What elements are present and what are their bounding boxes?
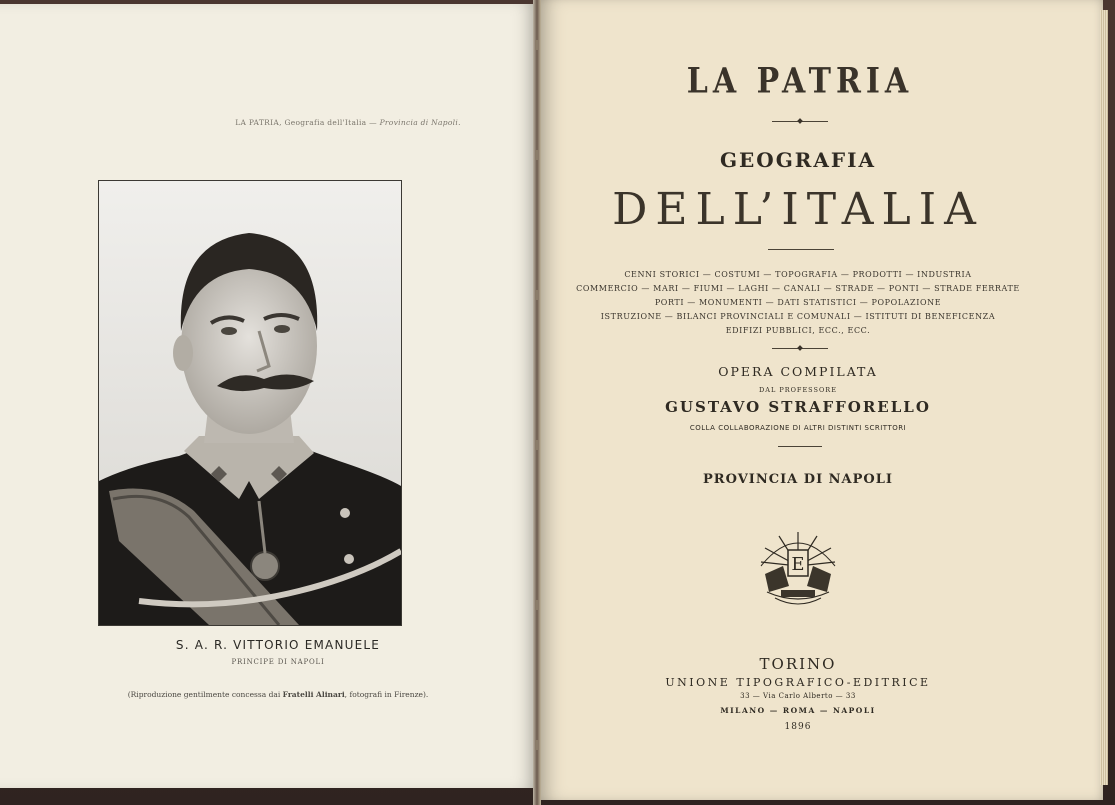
credit-post: , fotografi in Firenze). <box>344 690 429 699</box>
imprint-publisher: UNIONE TIPOGRAFICO-EDITRICE <box>665 676 931 689</box>
credit-pre: (Riproduzione gentilmente concessa dai <box>127 690 283 699</box>
collaboration-line: COLLA COLLABORAZIONE DI ALTRI DISTINTI SCRITTORI <box>689 424 907 432</box>
portrait-caption-title: PRINCIPE DI NAPOLI <box>231 658 325 666</box>
credit-bold: Fratelli Alinari <box>282 690 345 699</box>
binding-stitch <box>535 440 538 450</box>
subjects-line: EDIFIZI PUBBLICI, ECC., ECC. <box>725 326 871 335</box>
imprint-cities: MILANO — ROMA — NAPOLI <box>720 706 876 715</box>
subjects-line: COMMERCIO — MARI — FIUMI — LAGHI — CANALI — STRADE — PONTI — STRADE FERRATE <box>576 284 1020 293</box>
running-head-main: LA PATRIA, Geografia dell'Italia — <box>235 118 380 127</box>
binding-stitch <box>535 40 538 50</box>
imprint-year: 1896 <box>784 722 812 732</box>
imprint-address: 33 — Via Carlo Alberto — 33 <box>740 692 856 700</box>
subjects-list <box>538 268 1058 338</box>
binding-stitch <box>535 600 538 610</box>
imprint-city: TORINO <box>759 655 837 673</box>
page-edge <box>1100 10 1108 785</box>
portrait-photo <box>98 180 402 626</box>
binding-stitch <box>535 740 538 750</box>
title-line2: DELL’ITALIA <box>612 184 984 235</box>
series-title: LA PATRIA <box>686 61 914 102</box>
svg-text:E: E <box>791 554 805 575</box>
province-title: PROVINCIA DI NAPOLI <box>703 472 893 487</box>
running-head-italic: Provincia di Napoli. <box>379 118 461 127</box>
opera-line: OPERA COMPILATA <box>718 364 878 379</box>
portrait-credit <box>0 690 536 699</box>
subjects-line: PORTI — MONUMENTI — DATI STATISTICI — POPOLAZIONE <box>654 298 942 307</box>
title-rule <box>768 249 834 250</box>
dal-line: DAL PROFESSORE <box>759 386 837 394</box>
subjects-line: CENNI STORICI — COSTUMI — TOPOGRAFIA — PRODOTTI — INDUSTRIA <box>624 270 972 279</box>
running-head <box>0 118 536 127</box>
publisher-emblem <box>755 526 841 612</box>
title-line1: GEOGRAFIA <box>719 148 877 172</box>
subjects-line: ISTRUZIONE — BILANCI PROVINCIALI E COMUNALI — ISTITUTI DI BENEFICENZA <box>600 312 996 321</box>
section-rule <box>778 446 822 447</box>
portrait-illustration <box>99 181 401 625</box>
author-name: GUSTAVO STRAFFORELLO <box>665 398 931 416</box>
portrait-caption-name: S. A. R. VITTORIO EMANUELE <box>175 638 381 652</box>
